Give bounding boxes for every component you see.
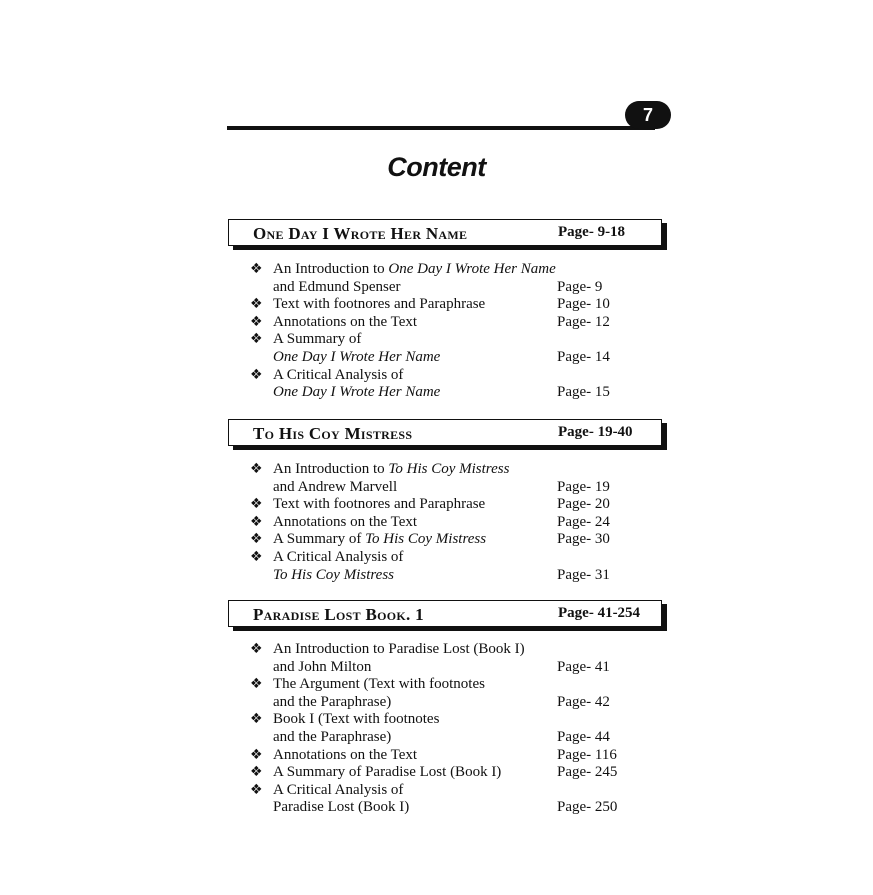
diamond-bullet-icon: ❖ (250, 531, 263, 548)
entry-text (273, 658, 371, 676)
entry-page: Page- 12 (557, 313, 610, 330)
section-header (228, 419, 662, 446)
entry-page: Page- 14 (557, 349, 610, 365)
entry-text-plain: An Introduction to (273, 261, 389, 277)
entry-text-plain: An Introduction to (273, 461, 389, 477)
entry-text-italic: To His Coy Mistress (388, 461, 510, 477)
entry-text-italic: One Day I Wrote Her Name (388, 261, 556, 277)
diamond-bullet-icon: ❖ (250, 746, 263, 763)
entry-text-plain: and Edmund Spenser (273, 278, 401, 295)
entry-text (273, 710, 439, 728)
section-page-range: Page- 41-254 (558, 605, 641, 621)
entry-text (273, 530, 486, 548)
section-header (228, 219, 662, 246)
entry-page: Page- 41 (557, 658, 610, 675)
entry-page: Page- 24 (557, 513, 610, 530)
entry-page: Page- 31 (557, 566, 610, 583)
entry-text (273, 495, 485, 513)
entry-text-plain: Annotations on the Text (273, 746, 418, 763)
page-title: Content (387, 152, 486, 182)
entry-text-plain: Book I (Text with footnotes (273, 711, 440, 728)
entry-text (273, 278, 400, 296)
entry-text-plain: and Andrew Marvell (273, 478, 398, 495)
entry-text-plain: and the Paraphrase) (273, 693, 392, 710)
diamond-bullet-icon: ❖ (250, 676, 263, 693)
entry-text-plain: Text with footnores and Paraphrase (273, 296, 486, 313)
entry-text (273, 348, 440, 366)
entry-page: Page- 30 (557, 531, 610, 548)
entry-text-plain: The Argument (Text with footnotes (273, 676, 485, 693)
diamond-bullet-icon: ❖ (250, 496, 263, 513)
section-title: To His Coy Mistress (253, 424, 413, 443)
entry-text-plain: and the Paraphrase) (273, 729, 392, 745)
entry-text (273, 548, 403, 566)
entry-page: Page- 15 (557, 384, 610, 401)
section-page-range: Page- 9-18 (558, 224, 626, 240)
entry-text-plain: An Introduction to Paradise Lost (Book I) (273, 641, 525, 657)
diamond-bullet-icon: ❖ (250, 366, 263, 383)
entry-text (273, 566, 394, 584)
entry-page: Page- 19 (557, 478, 610, 495)
page-number-badge: 7 (625, 101, 671, 129)
diamond-bullet-icon: ❖ (250, 513, 263, 530)
entry-text-plain: and John Milton (273, 658, 372, 675)
entry-page: Page- 10 (557, 296, 610, 313)
section-page-range: Page- 19-40 (558, 424, 633, 440)
entry-text (273, 295, 485, 313)
entry-text-italic: To His Coy Mistress (273, 566, 394, 583)
diamond-bullet-icon: ❖ (250, 296, 263, 313)
entry-page: Page- 44 (557, 729, 610, 745)
entry-text (273, 693, 391, 711)
entry-text (273, 460, 509, 478)
entry-text-plain: A Critical Analysis of (273, 549, 404, 565)
diamond-bullet-icon: ❖ (250, 781, 263, 798)
section-title: Paradise Lost Book. 1 (253, 605, 424, 624)
diamond-bullet-icon: ❖ (250, 261, 263, 277)
entry-page: Page- 250 (557, 799, 618, 816)
entry-page: Page- 20 (557, 496, 610, 513)
entry-page: Page- 245 (557, 764, 618, 781)
entry-text-plain: Annotations on the Text (273, 513, 418, 530)
entry-text-plain: Annotations on the Text (273, 313, 418, 330)
entry-page: Page- 9 (557, 278, 603, 295)
entry-text (273, 728, 391, 746)
entry-text (273, 640, 525, 658)
entry-text-plain: A Summary of (273, 531, 366, 548)
entry-text-italic: One Day I Wrote Her Name (273, 349, 441, 365)
entry-text (273, 478, 397, 496)
diamond-bullet-icon: ❖ (250, 461, 263, 477)
entry-page: Page- 42 (557, 693, 610, 710)
diamond-bullet-icon: ❖ (250, 641, 263, 657)
entry-text-italic: To His Coy Mistress (365, 531, 487, 548)
entry-text (273, 746, 417, 764)
diamond-bullet-icon: ❖ (250, 331, 263, 348)
entry-text (273, 513, 417, 531)
entry-text-plain: A Critical Analysis of (273, 366, 404, 383)
entry-text-plain: A Critical Analysis of (273, 781, 404, 798)
diamond-bullet-icon: ❖ (250, 711, 263, 728)
entry-text-plain: A Summary of (273, 331, 362, 348)
entry-text (273, 781, 403, 799)
diamond-bullet-icon: ❖ (250, 313, 263, 330)
entry-text (273, 798, 409, 816)
entry-text-plain: Paradise Lost (Book I) (273, 799, 410, 816)
header-rule (227, 126, 655, 130)
entry-text-plain: A Summary of Paradise Lost (Book I) (273, 764, 502, 781)
entry-page: Page- 116 (557, 746, 617, 763)
entry-text-italic: One Day I Wrote Her Name (273, 384, 441, 401)
entry-text (273, 330, 361, 348)
entry-text (273, 313, 417, 331)
diamond-bullet-icon: ❖ (250, 764, 263, 781)
section-header (228, 600, 662, 627)
entry-text (273, 366, 403, 384)
entry-text (273, 383, 440, 401)
entry-text-plain: Text with footnores and Paraphrase (273, 496, 486, 513)
section-title: One Day I Wrote Her Name (253, 224, 468, 243)
diamond-bullet-icon: ❖ (250, 549, 263, 565)
entry-text (273, 260, 556, 278)
entry-text (273, 675, 485, 693)
entry-text (273, 763, 501, 781)
